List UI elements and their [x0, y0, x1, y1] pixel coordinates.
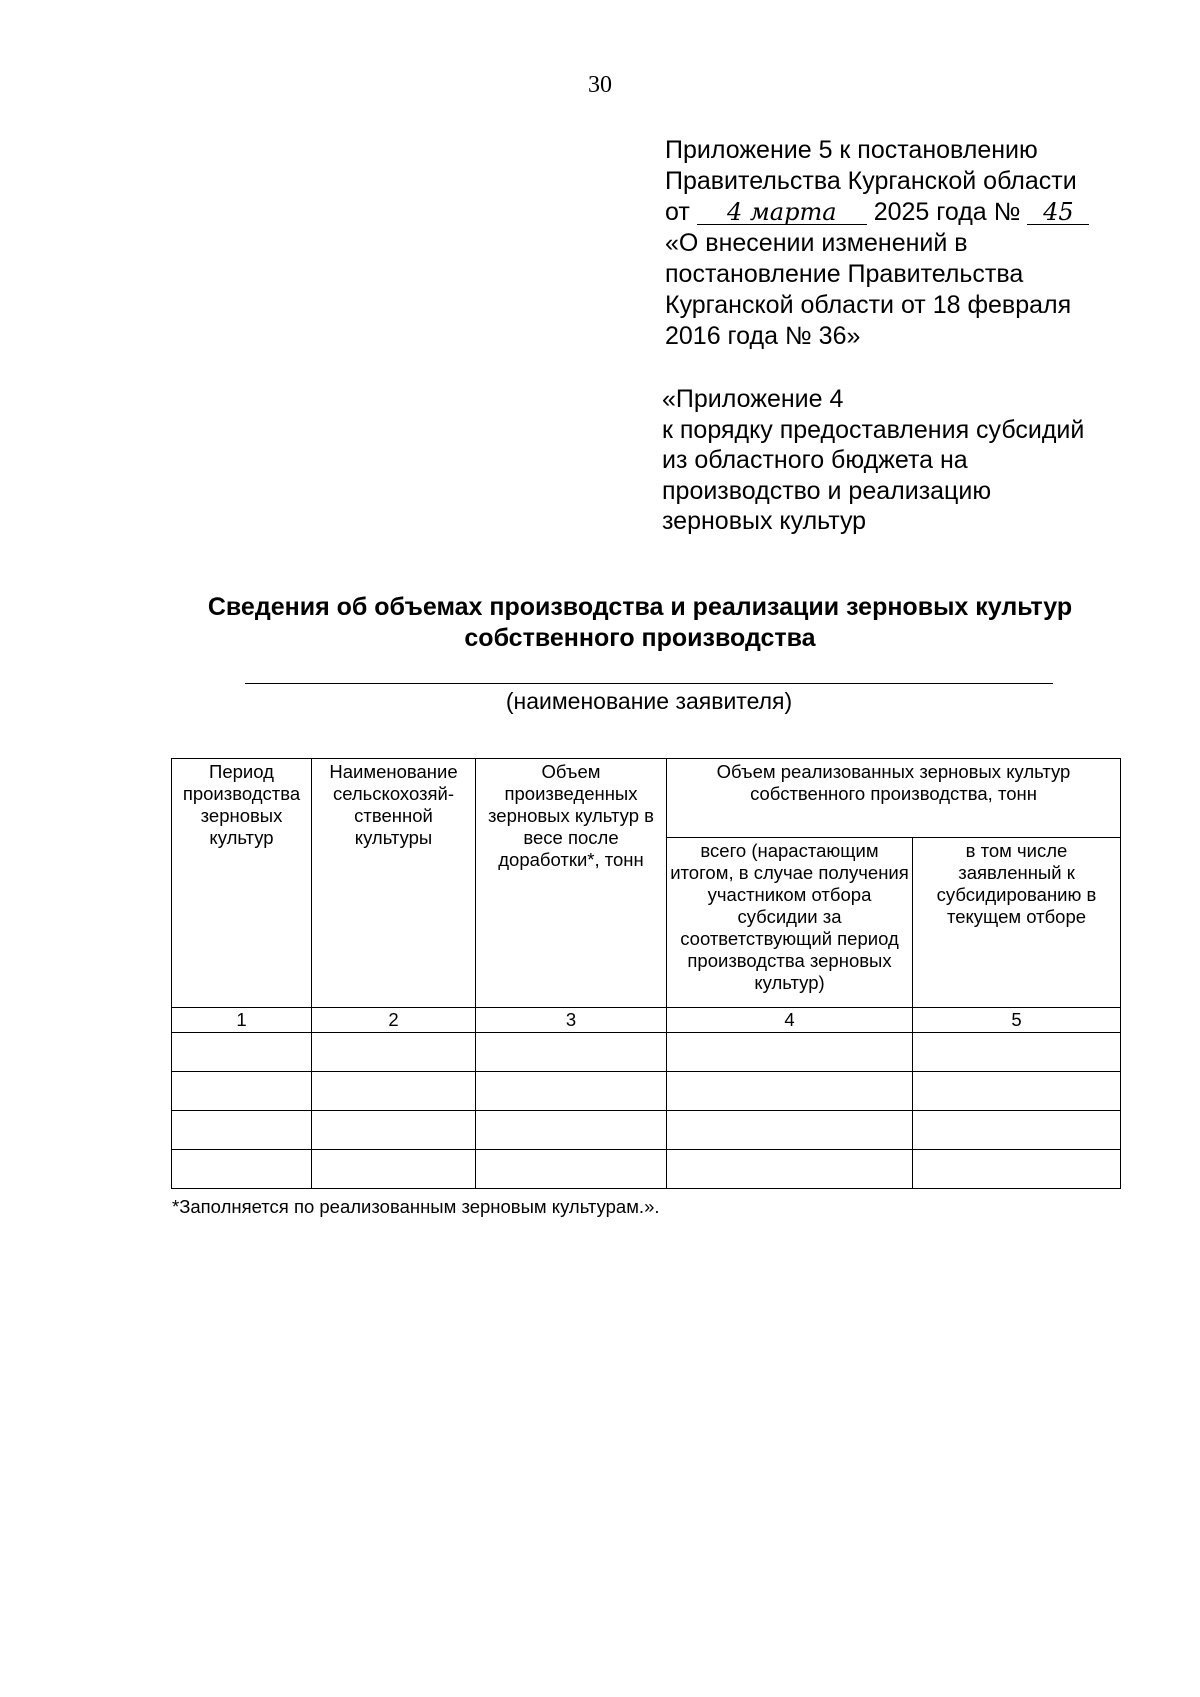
applicant-caption: (наименование заявителя): [505, 688, 793, 714]
appendix4-line: зерновых культур: [662, 507, 867, 535]
appendix4-line: из областного бюджета на: [662, 446, 968, 474]
appendix-line: 2016 года № 36»: [665, 322, 861, 350]
table-row: [172, 1150, 1121, 1189]
page-number: 30: [588, 72, 612, 98]
handwritten-number: 45: [1027, 200, 1089, 225]
document-title: [160, 592, 1120, 654]
column-number: 4: [667, 1008, 913, 1033]
applicant-name-line[interactable]: [245, 683, 1053, 684]
table-cell[interactable]: [476, 1150, 667, 1189]
appendix4-line: к порядку предоставления субсидий: [662, 415, 1085, 444]
appendix4-line: «Приложение 4: [662, 385, 844, 413]
appendix-line: Приложение 5 к постановлению: [665, 136, 1038, 164]
table-cell[interactable]: [476, 1033, 667, 1072]
table-cell[interactable]: [913, 1072, 1121, 1111]
table-cell[interactable]: [667, 1111, 913, 1150]
table-cell[interactable]: [312, 1033, 476, 1072]
appendix-line: постановление Правительства: [665, 260, 1024, 288]
column-number: 5: [913, 1008, 1121, 1033]
table-cell[interactable]: [172, 1111, 312, 1150]
table-cell[interactable]: [913, 1111, 1121, 1150]
column-number-row: [172, 1008, 1121, 1033]
appendix-header: [665, 135, 1145, 352]
table-cell[interactable]: [172, 1033, 312, 1072]
table-cell[interactable]: [476, 1111, 667, 1150]
col-header: Объем произведенных зерновых культур в весе после доработки*, тонн: [476, 759, 667, 1008]
title-line: собственного производства: [464, 624, 816, 652]
table-cell[interactable]: [172, 1150, 312, 1189]
table-row: [172, 1111, 1121, 1150]
col-header: в том числе заявленный к субсидированию в текущем отборе: [913, 838, 1121, 1008]
table-cell[interactable]: [667, 1072, 913, 1111]
title-line: Сведения об объемах производства и реализации зерновых культур: [207, 593, 1073, 621]
appendix-4-header: [662, 384, 1142, 537]
footnote: *Заполняется по реализованным зерновым культурам.».: [172, 1196, 660, 1217]
col-group-header: Объем реализованных зерновых культур собственного производства, тонн: [667, 759, 1121, 838]
table-row: [172, 1033, 1121, 1072]
data-table: [171, 758, 1121, 1189]
table-cell[interactable]: [172, 1072, 312, 1111]
handwritten-date: 4 марта: [697, 200, 867, 225]
table-cell[interactable]: [667, 1033, 913, 1072]
from-label: от: [665, 198, 690, 226]
appendix4-line: производство и реализацию: [662, 476, 992, 505]
year-text: 2025 года №: [873, 198, 1021, 226]
table-cell[interactable]: [312, 1072, 476, 1111]
appendix-line: Правительства Курганской области: [665, 167, 1077, 195]
column-number: 2: [312, 1008, 476, 1033]
table-cell[interactable]: [913, 1150, 1121, 1189]
table-cell[interactable]: [312, 1150, 476, 1189]
column-number: 3: [476, 1008, 667, 1033]
appendix-date-line: [665, 197, 1145, 228]
table-cell[interactable]: [667, 1150, 913, 1189]
column-number: 1: [172, 1008, 312, 1033]
table-cell[interactable]: [476, 1072, 667, 1111]
col-header: Наименование сельскохозяй-ственной культуры: [312, 759, 476, 1008]
table-cell[interactable]: [913, 1033, 1121, 1072]
header-row: [172, 759, 1121, 838]
table-row: [172, 1072, 1121, 1111]
appendix-line: Курганской области от 18 февраля: [665, 291, 1072, 319]
table-cell[interactable]: [312, 1111, 476, 1150]
appendix-line: «О внесении изменений в: [665, 229, 968, 257]
col-header: всего (нарастающим итогом, в случае получения участником отбора субсидии за соответствующий период производства зерновых культур): [667, 838, 913, 1008]
col-header: Период производства зерновых культур: [172, 759, 312, 1008]
